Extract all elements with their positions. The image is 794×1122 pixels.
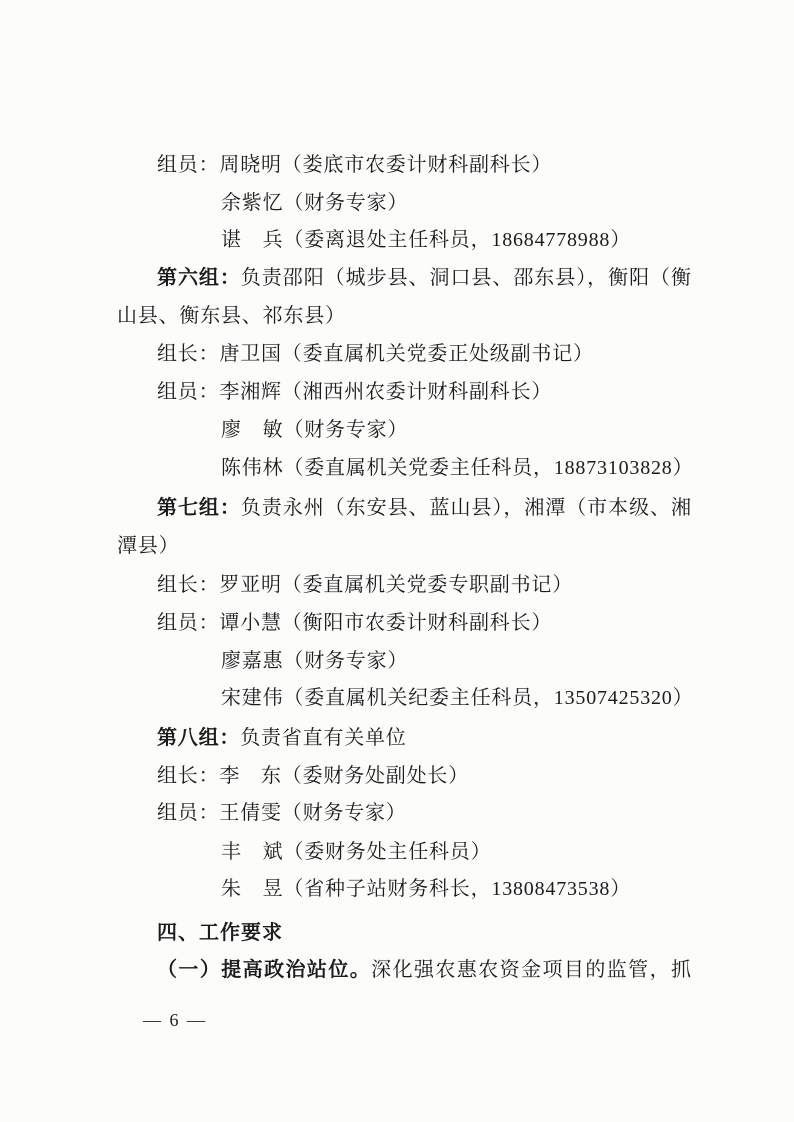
group6-heading-line	[157, 266, 691, 290]
member-label: 组员：	[157, 802, 220, 824]
member-name: 王倩雯（财务专家）	[219, 802, 407, 824]
leader-name: 罗亚明（委直属机关党委专职副书记）	[219, 574, 574, 596]
member-name: 周晓明（娄底市农委计财科副科长）	[219, 154, 553, 176]
group7-leader-line	[157, 573, 573, 597]
member-label: 组员：	[157, 612, 220, 634]
page-number: — 6 —	[143, 1010, 207, 1030]
leader-name: 唐卫国（委直属机关党委正处级副书记）	[219, 343, 594, 365]
group8-leader-line	[157, 764, 469, 788]
group7-member-line	[221, 649, 408, 673]
section4-item1-line	[157, 958, 691, 982]
leader-label: 组长：	[157, 765, 220, 787]
group7-scope-continued	[117, 534, 179, 558]
group5-member-line	[221, 191, 408, 215]
group7-heading: 第七组：	[157, 497, 241, 519]
group5-member-line	[157, 153, 552, 177]
section4-item1-title: （一）提高政治站位。	[157, 959, 372, 981]
group6-member-line	[221, 456, 693, 480]
member-name: 余紫忆（财务专家）	[221, 192, 409, 214]
leader-label: 组长：	[157, 343, 220, 365]
group6-member-line	[157, 380, 552, 404]
group6-heading: 第六组：	[157, 267, 241, 289]
member-name: 丰 斌（委财务处主任科员）	[221, 841, 492, 863]
group8-heading: 第八组：	[157, 727, 241, 749]
member-name: 廖嘉惠（财务专家）	[221, 650, 409, 672]
member-name: 谭小慧（衡阳市农委计财科副科长）	[219, 612, 553, 634]
member-name: 陈伟林（委直属机关党委主任科员，18873103828）	[221, 457, 694, 479]
group7-scope: 负责永州（东安县、蓝山县），湘潭（市本级、湘	[240, 497, 692, 519]
member-name: 廖 敏（财务专家）	[221, 419, 409, 441]
group7-scope-line2: 潭县）	[117, 535, 180, 557]
member-name: 谌 兵（委离退处主任科员，18684778988）	[221, 229, 631, 251]
section4-heading: 四、工作要求	[157, 920, 283, 944]
member-label: 组员：	[157, 381, 220, 403]
group6-leader-line	[157, 342, 594, 366]
group8-member-line	[221, 840, 491, 864]
member-name: 李湘辉（湘西州农委计财科副科长）	[219, 381, 553, 403]
group8-heading-line	[157, 726, 407, 750]
member-label: 组员：	[157, 154, 220, 176]
leader-label: 组长：	[157, 574, 220, 596]
group6-scope: 负责邵阳（城步县、洞口县、邵东县），衡阳（衡	[240, 267, 692, 289]
group6-member-line	[221, 418, 408, 442]
group6-scope-continued	[117, 304, 346, 328]
group8-member-line	[157, 801, 407, 825]
group7-member-line	[157, 611, 552, 635]
section4-item1-text: 深化强农惠农资金项目的监管，抓	[371, 959, 692, 981]
member-name: 朱 昱（省种子站财务科长，13808473538）	[221, 878, 631, 900]
group6-scope-line2: 山县、衡东县、祁东县）	[117, 305, 346, 327]
group8-scope: 负责省直有关单位	[240, 727, 407, 749]
group5-member-line	[221, 228, 631, 252]
member-name: 宋建伟（委直属机关纪委主任科员，13507425320）	[221, 687, 694, 709]
group7-heading-line	[157, 496, 691, 520]
group8-member-line	[221, 877, 631, 901]
group7-member-line	[221, 686, 693, 710]
leader-name: 李 东（委财务处副处长）	[219, 765, 470, 787]
